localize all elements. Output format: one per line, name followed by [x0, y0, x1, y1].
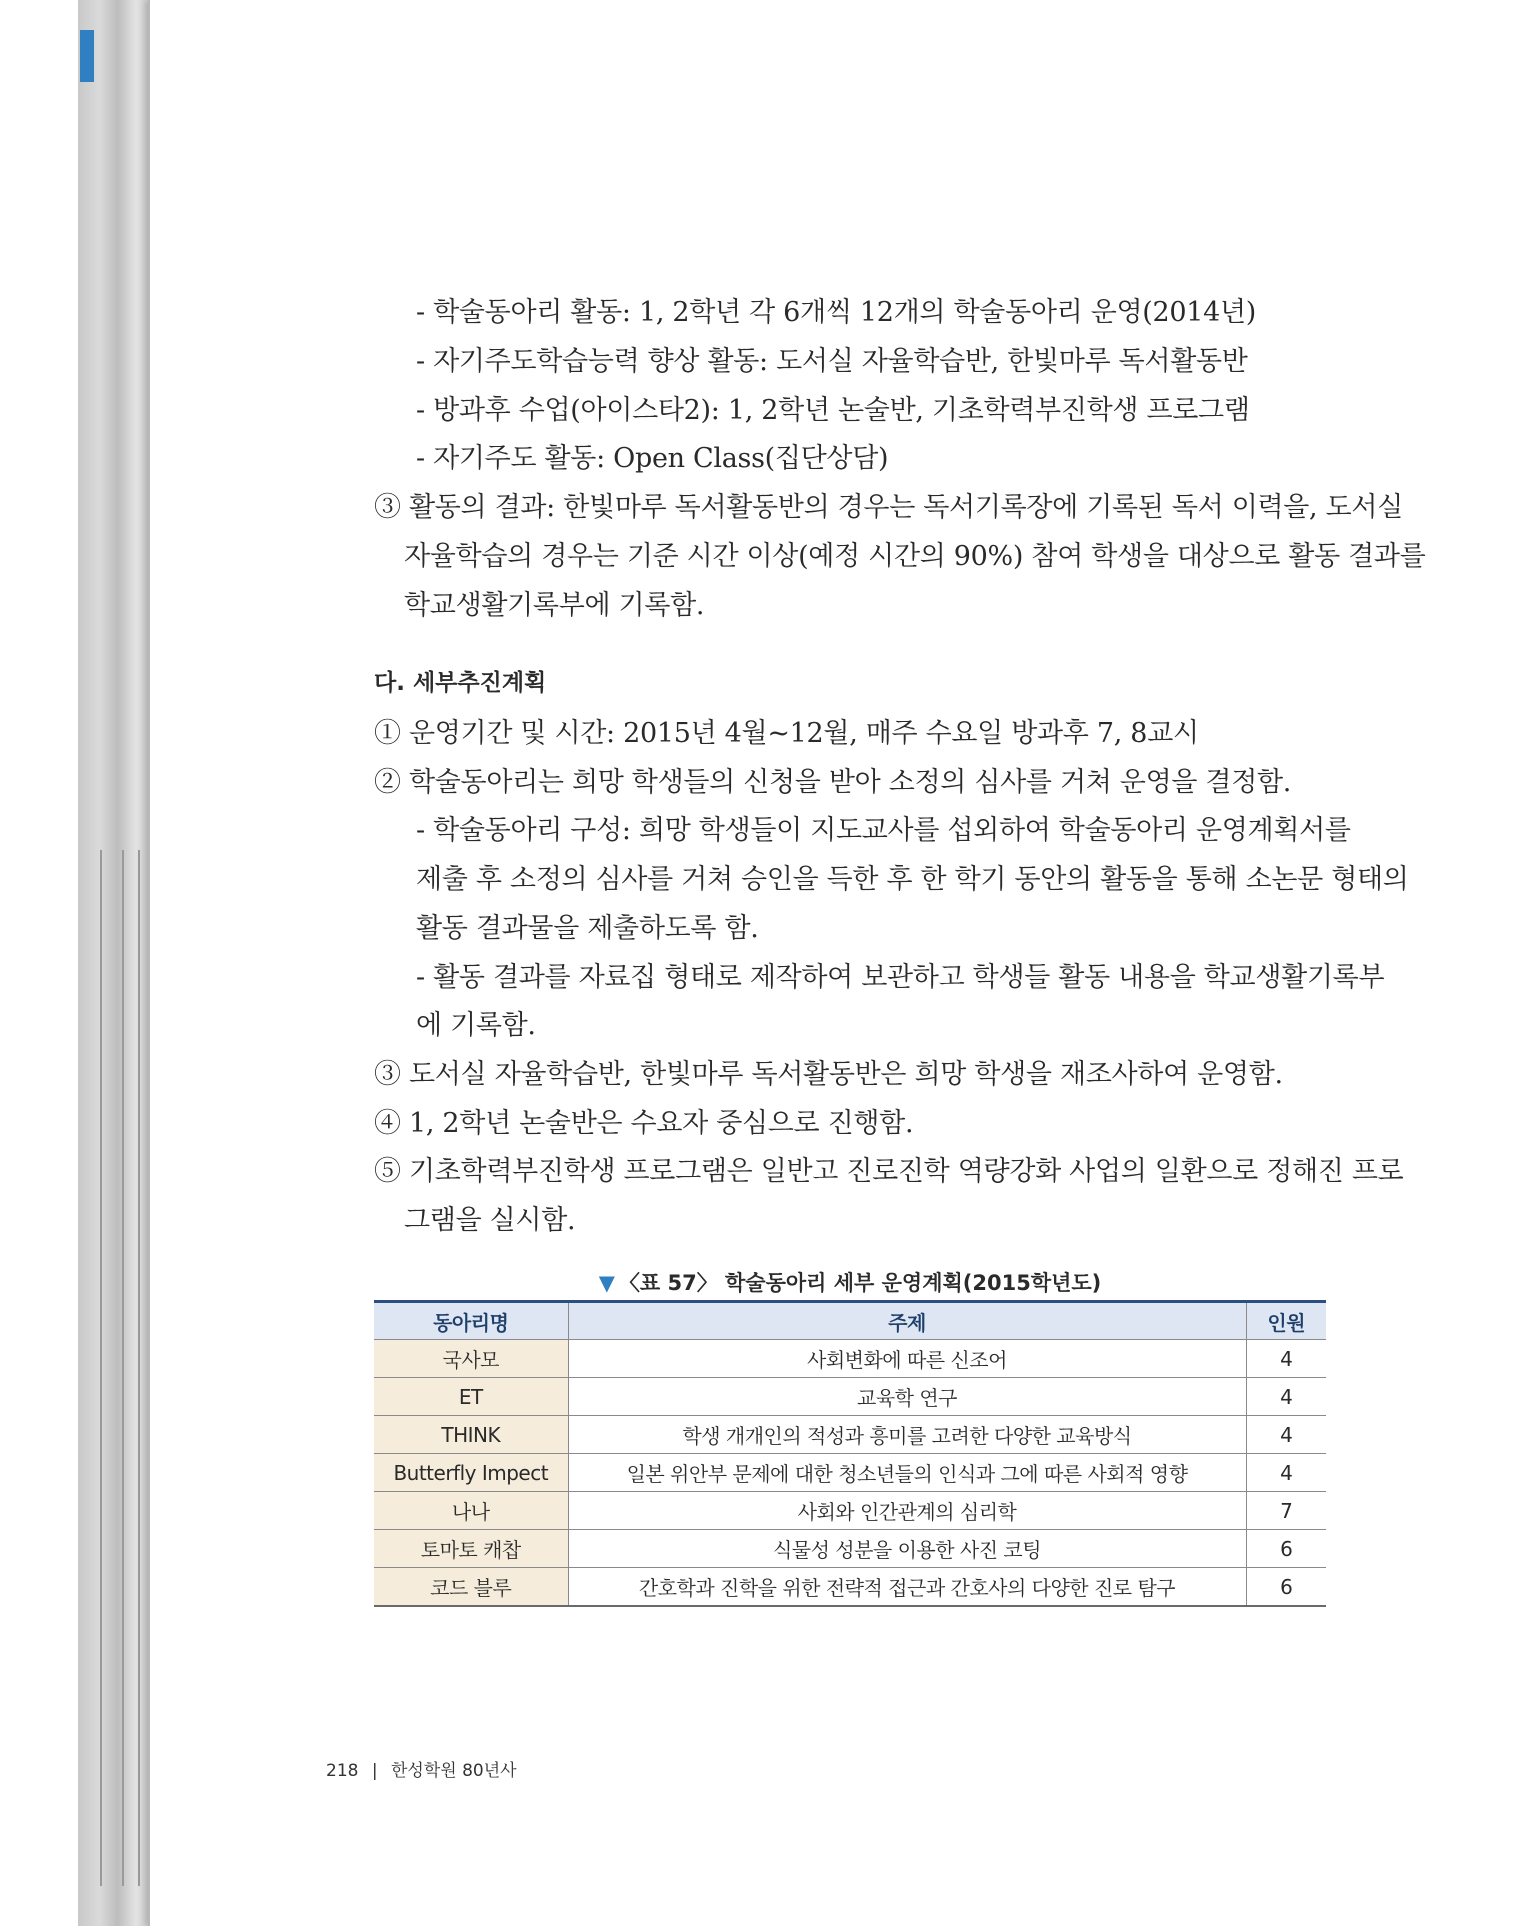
page-number: 218: [326, 1761, 359, 1781]
cell-topic: 학생 개개인의 적성과 흥미를 고려한 다양한 교육방식: [568, 1416, 1246, 1454]
header-topic: 주제: [568, 1302, 1246, 1340]
text-line: - 자기주도 활동: Open Class(집단상담): [416, 443, 889, 475]
table-row: [374, 1454, 1326, 1492]
page-edge-line: [100, 850, 102, 1886]
cell-topic: 식물성 성분을 이용한 사진 코팅: [568, 1530, 1246, 1568]
footer-separator: |: [371, 1761, 378, 1781]
cell-topic: 사회와 인간관계의 심리학: [568, 1492, 1246, 1530]
cell-club-name: 국사모: [374, 1340, 568, 1378]
text-line: ④ 1, 2학년 논술반은 수요자 중심으로 진행함.: [374, 1107, 914, 1139]
header-members: 인원: [1246, 1302, 1326, 1340]
cell-members: 4: [1246, 1416, 1326, 1454]
cell-club-name: ET: [374, 1378, 568, 1416]
text-line: 학교생활기록부에 기록함.: [404, 589, 705, 621]
cell-club-name: 코드 블루: [374, 1568, 568, 1607]
text-line: 에 기록함.: [416, 1010, 536, 1042]
cell-members: 6: [1246, 1530, 1326, 1568]
cell-club-name: 토마토 캐찹: [374, 1530, 568, 1568]
page-edge-line: [122, 850, 124, 1886]
text-line: - 학술동아리 활동: 1, 2학년 각 6개씩 12개의 학술동아리 운영(2014년): [416, 297, 1257, 328]
club-plan-table: [374, 1300, 1326, 1607]
cell-members: 4: [1246, 1340, 1326, 1378]
table-header-row: [374, 1302, 1326, 1340]
text-line: 그램을 실시함.: [404, 1205, 576, 1236]
cell-members: 6: [1246, 1568, 1326, 1607]
cell-topic: 교육학 연구: [568, 1378, 1246, 1416]
text-line: ② 학술동아리는 희망 학생들의 신청을 받아 소정의 심사를 거쳐 운영을 결정함.: [374, 766, 1292, 798]
page-footer: [326, 1756, 517, 1781]
cell-members: 4: [1246, 1378, 1326, 1416]
text-line: 활동 결과물을 제출하도록 함.: [416, 912, 759, 944]
text-line: ① 운영기간 및 시간: 2015년 4월~12월, 매주 수요일 방과후 7, 8교시: [374, 718, 1199, 749]
text-line: - 학술동아리 구성: 희망 학생들이 지도교사를 섭외하여 학술동아리 운영계획서를: [416, 815, 1351, 847]
text-line: - 방과후 수업(아이스타2): 1, 2학년 논술반, 기초학력부진학생 프로그램: [416, 394, 1250, 426]
section-heading: 다. 세부추진계획: [374, 670, 547, 696]
text-line: 자율학습의 경우는 기준 시간 이상(예정 시간의 90%) 참여 학생을 대상으로 활동 결과를: [404, 541, 1426, 572]
table-caption-text: 〈표 57〉 학술동아리 세부 운영계획(2015학년도): [618, 1271, 1102, 1295]
cell-members: 4: [1246, 1454, 1326, 1492]
document-page: [148, 0, 1540, 1926]
book-edge: [78, 0, 150, 1926]
table-row: [374, 1416, 1326, 1454]
text-line: - 활동 결과를 자료집 형태로 제작하여 보관하고 학생들 활동 내용을 학교생활기록부: [416, 961, 1385, 993]
bookmark-tab: [80, 30, 94, 82]
text-line: 제출 후 소정의 심사를 거쳐 승인을 득한 후 한 학기 동안의 활동을 통해 소논문 형태의: [416, 864, 1409, 896]
text-line: - 자기주도학습능력 향상 활동: 도서실 자율학습반, 한빛마루 독서활동반: [416, 345, 1248, 377]
cell-topic: 간호학과 진학을 위한 전략적 접근과 간호사의 다양한 진로 탐구: [568, 1568, 1246, 1607]
table-caption: [374, 1267, 1326, 1297]
page-edge-line: [138, 850, 140, 1886]
cell-club-name: THINK: [374, 1416, 568, 1454]
cell-topic: 사회변화에 따른 신조어: [568, 1340, 1246, 1378]
table-row: [374, 1378, 1326, 1416]
cell-members: 7: [1246, 1492, 1326, 1530]
table-row: [374, 1340, 1326, 1378]
cell-club-name: 나나: [374, 1492, 568, 1530]
book-title: 한성학원 80년사: [391, 1761, 517, 1781]
cell-club-name: Butterfly Impect: [374, 1454, 568, 1492]
table-row: [374, 1568, 1326, 1607]
caption-triangle-icon: ▼: [598, 1271, 615, 1295]
text-line: ③ 도서실 자율학습반, 한빛마루 독서활동반은 희망 학생을 재조사하여 운영함.: [374, 1058, 1283, 1090]
text-line: ③ 활동의 결과: 한빛마루 독서활동반의 경우는 독서기록장에 기록된 독서 이력을, 도서실: [374, 492, 1403, 524]
text-line: ⑤ 기초학력부진학생 프로그램은 일반고 진로진학 역량강화 사업의 일환으로 정해진 프로: [374, 1156, 1404, 1188]
header-club-name: 동아리명: [374, 1302, 568, 1340]
table-row: [374, 1492, 1326, 1530]
table-row: [374, 1530, 1326, 1568]
cell-topic: 일본 위안부 문제에 대한 청소년들의 인식과 그에 따른 사회적 영향: [568, 1454, 1246, 1492]
